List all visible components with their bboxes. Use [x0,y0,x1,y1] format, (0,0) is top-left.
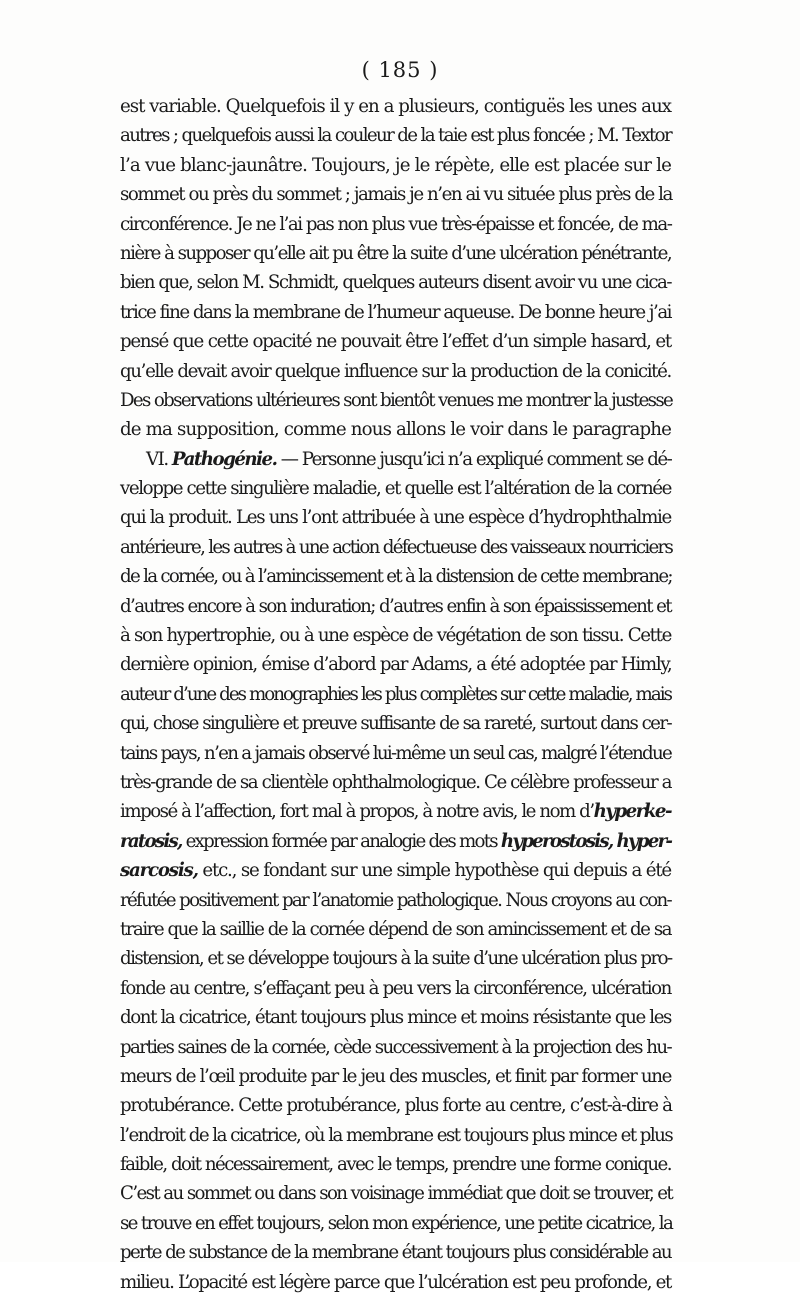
text-line: est variable. Quelquefois il y en a plusieurs, contiguës les unes aux [120,96,671,117]
text-line: perte de substance de la membrane étant toujours plus considérable au [120,1242,671,1264]
section-heading-line [120,445,671,474]
section-numeral: VI. [146,448,168,470]
text-line: Des observations ultérieures sont bientôt venues me montrer la justesse [120,389,673,411]
text-line: pensé que cette opacité ne pouvait être l’effet d’un simple hasard, et [120,331,671,353]
text-fragment: imposé à l’affection, fort mal à propos, à notre avis, le nom d’ [120,801,594,823]
section-first-line: Personne jusqu’ici n’a expliqué comment se dé- [301,448,672,470]
text-line: C’est au sommet ou dans son voisinage immédiat que doit se trouver, et [120,1183,673,1205]
text-line: antérieure, les autres à une action défectueuse des vaisseaux nourriciers [120,536,673,558]
text-line-with-term [120,856,671,885]
text-line: de la cornée, ou à l’amincissement et à la distension de cette membrane; [120,566,672,588]
text-line: milieu. L’opacité est légère parce que l’ulcération est peu profonde, et [120,1271,671,1293]
text-line: d’autres encore à son induration; d’autres enfin à son épaississement et [120,595,671,617]
term-hypersarcosis-cont: sarcosis, [120,860,198,882]
text-line: qui, chose singulière et preuve suffisante de sa rareté, surtout dans cer- [120,713,671,735]
text-fragment: etc., se fondant sur une simple hypothèse qui depuis a été [197,860,671,882]
text-line: qui la produit. Les uns l’ont attribuée à une espèce d’hydrophthalmie [120,507,671,529]
section-title: Pathogénie. [171,448,277,470]
text-line: se trouve en effet toujours, selon mon expérience, une petite cicatrice, la [120,1212,673,1234]
text-line: bien que, selon M. Schmidt, quelques auteurs disent avoir vu une cica- [120,272,671,294]
text-line: trice fine dans la membrane de l’humeur aqueuse. De bonne heure j’ai [120,301,671,323]
text-line: nière à supposer qu’elle ait pu être la suite d’une ulcération pénétrante, [120,242,671,264]
text-line: auteur d’une des monographies les plus complètes sur cette maladie, mais [120,683,671,705]
text-line: dernière opinion, émise d’abord par Adams, a été adoptée par Himly, [120,654,672,676]
text-line: qu’elle devait avoir quelque influence sur la production de la conicité. [120,360,671,382]
text-line: fonde au centre, s’effaçant peu à peu vers la circonférence, ulcération [120,977,671,999]
text-line: parties saines de la cornée, cède successivement à la projection des hu- [120,1036,671,1058]
text-line-with-term [120,827,671,856]
text-line: veloppe cette singulière maladie, et quelle est l’altération de la cornée [120,478,671,500]
text-fragment: expression formée par analogie des mots [181,830,501,852]
text-line: distension, et se développe toujours à la suite d’une ulcération plus pro- [120,948,672,970]
section-dash: — [280,448,298,470]
text-line: l’endroit de la cicatrice, où la membrane est toujours plus mince et plus [120,1124,673,1146]
text-line: faible, doit nécessairement, avec le temps, prendre une forme conique. [120,1154,671,1176]
text-line: autres ; quelquefois aussi la couleur de la taie est plus foncée ; M. Textor [120,125,671,147]
term-hyperkeratosis-cont: ratosis, [120,830,182,852]
text-line: très-grande de sa clientèle ophthalmologique. Ce célèbre professeur a [120,771,671,793]
text-line: circonférence. Je ne l’ai pas non plus vue très-épaisse et foncée, de ma- [120,213,672,235]
text-line-with-term [120,797,671,826]
text-line: traire que la saillie de la cornée dépend de son amincissement et de sa [120,918,671,940]
text-line: sommet ou près du sommet ; jamais je n’en ai vu située plus près de la [120,184,672,206]
term-hypersarcosis: hyper- [616,830,672,852]
text-line: protubérance. Cette protubérance, plus forte au centre, c’est-à-dire à [120,1095,672,1117]
term-hyperkeratosis: hyperke- [593,801,671,823]
text-line: dont la cicatrice, étant toujours plus mince et moins résistante que les [120,1007,671,1029]
text-line: l’a vue blanc-jaunâtre. Toujours, je le répète, elle est placée sur le [120,154,671,176]
page-number: ( 185 ) [361,58,439,82]
term-hyperostosis: hyperostosis, [500,830,613,852]
text-line: réfutée positivement par l’anatomie pathologique. Nous croyons au con- [120,889,671,911]
text-line: à son hypertrophie, ou à une espèce de végétation de son tissu. Cette [120,625,671,647]
body-text [120,92,671,1297]
text-line: meurs de l’œil produite par le jeu des muscles, et finit par former une [120,1065,671,1087]
text-line: de ma supposition, comme nous allons le voir dans le paragraphe [120,419,672,441]
text-line: tains pays, n’en a jamais observé lui-même un seul cas, malgré l’étendue [120,742,672,764]
